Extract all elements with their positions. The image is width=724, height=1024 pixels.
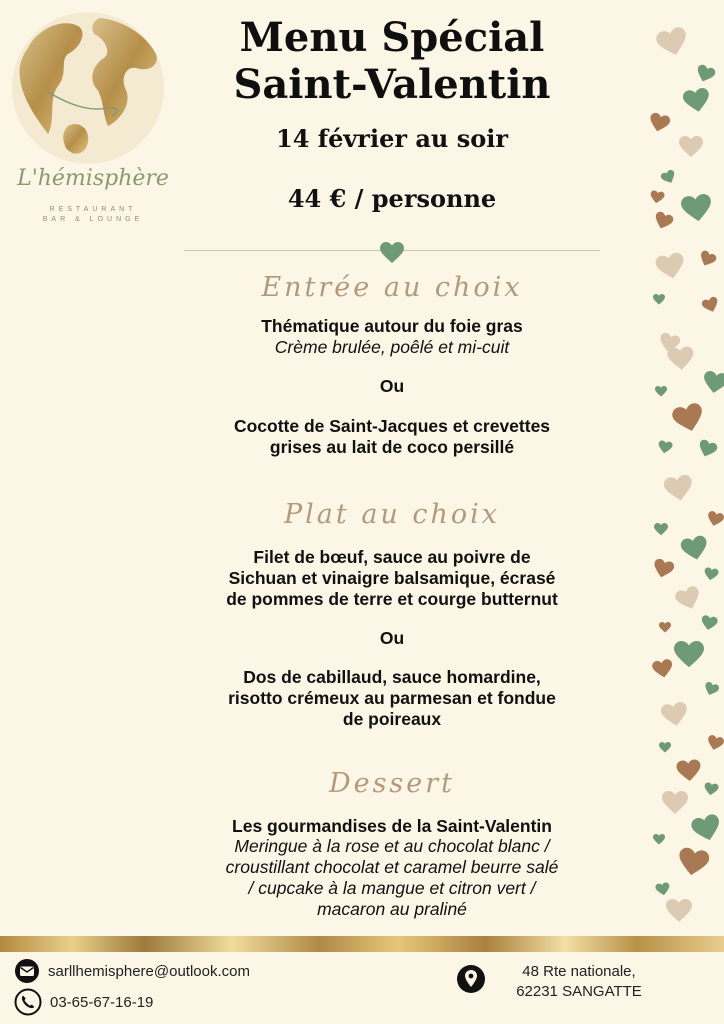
decorative-heart bbox=[655, 386, 667, 397]
entree-dish2-line1: Cocotte de Saint-Jacques et crevettes bbox=[233, 416, 551, 436]
decorative-heart bbox=[660, 701, 690, 728]
location-pin-icon bbox=[456, 964, 486, 994]
brand-subtitle-line1: RESTAURANT bbox=[49, 206, 137, 213]
decorative-heart bbox=[659, 742, 671, 753]
hearts-decoration bbox=[645, 0, 724, 936]
decorative-heart bbox=[697, 249, 717, 268]
footer-email[interactable]: sarllhemisphere@outlook.com bbox=[48, 962, 250, 980]
gold-band bbox=[0, 936, 724, 952]
plat-dish2-line1: Dos de cabillaud, sauce homardine, bbox=[243, 667, 541, 687]
entree-dish2-line2: grises au lait de coco persillé bbox=[269, 437, 515, 457]
footer-address bbox=[494, 962, 664, 1002]
decorative-heart bbox=[679, 136, 703, 157]
brand-name: L'hémisphère bbox=[17, 166, 169, 191]
decorative-heart bbox=[660, 169, 678, 186]
decorative-heart bbox=[653, 834, 665, 845]
decorative-heart bbox=[706, 510, 724, 528]
decorative-heart bbox=[657, 440, 673, 454]
decorative-heart bbox=[649, 190, 665, 204]
entree-dish2 bbox=[160, 416, 624, 458]
plat-dish2-line2: risotto crémeux au parmesan et fondue bbox=[228, 688, 556, 708]
decorative-heart bbox=[703, 567, 719, 581]
address-line1: 48 Rte nationale, bbox=[522, 963, 636, 980]
section-title-plat: Plat au choix bbox=[283, 499, 501, 530]
plat-dish2-line3: de poireaux bbox=[342, 709, 442, 729]
decorative-heart bbox=[696, 438, 718, 459]
brand-subtitle bbox=[8, 205, 178, 225]
section-title-dessert: Dessert bbox=[328, 768, 456, 799]
decorative-heart bbox=[703, 782, 719, 796]
title-line2: Saint-Valentin bbox=[233, 61, 551, 108]
decorative-heart bbox=[663, 474, 695, 503]
decorative-heart bbox=[706, 734, 724, 752]
page-title bbox=[190, 14, 594, 108]
menu-date: 14 février au soir bbox=[276, 124, 508, 153]
decorative-heart bbox=[674, 585, 704, 613]
decorative-heart bbox=[680, 193, 713, 223]
decorative-heart bbox=[676, 847, 710, 878]
footer-phone[interactable]: 03-65-67-16-19 bbox=[50, 993, 154, 1011]
decorative-heart bbox=[647, 112, 671, 134]
decorative-heart bbox=[700, 615, 718, 632]
restaurant-logo bbox=[8, 8, 169, 223]
plat-dish1-line1: Filet de bœuf, sauce au poivre de bbox=[253, 547, 531, 567]
decorative-heart bbox=[651, 558, 675, 580]
footer-phone-row bbox=[14, 988, 153, 1016]
menu-price: 44 € / personne bbox=[287, 184, 497, 213]
decorative-heart bbox=[651, 658, 674, 679]
decorative-heart bbox=[654, 523, 668, 535]
dessert-dish-desc bbox=[160, 836, 624, 920]
title-line1: Menu Spécial bbox=[239, 14, 545, 61]
decorative-heart bbox=[671, 402, 707, 435]
decorative-heart bbox=[667, 346, 695, 371]
dessert-dish-name: Les gourmandises de la Saint-Valentin bbox=[232, 816, 552, 836]
dessert-desc-line1: Meringue à la rose et au chocolat blanc / bbox=[234, 836, 550, 856]
decorative-heart bbox=[694, 63, 716, 84]
entree-dish1-desc: Crème brulée, poêlé et mi-cuit bbox=[274, 337, 510, 357]
dessert-desc-line3: / cupcake à la mangue et citron vert / bbox=[248, 878, 536, 898]
heart-icon bbox=[380, 242, 404, 264]
address-line2: 62231 SANGATTE bbox=[516, 983, 642, 1000]
decorative-heart bbox=[654, 251, 686, 281]
phone-icon bbox=[14, 988, 42, 1016]
decorative-heart bbox=[701, 296, 721, 315]
decorative-heart bbox=[653, 294, 665, 305]
decorative-heart bbox=[655, 882, 671, 896]
footer-email-row bbox=[14, 958, 250, 984]
entree-dish1-name: Thématique autour du foie gras bbox=[261, 316, 523, 336]
section-title-entree: Entrée au choix bbox=[261, 272, 523, 303]
plat-dish1 bbox=[160, 547, 624, 610]
envelope-icon bbox=[14, 958, 40, 984]
decorative-heart bbox=[674, 641, 704, 667]
decorative-heart bbox=[659, 622, 671, 633]
decorative-heart bbox=[703, 681, 720, 697]
dessert-desc-line2: croustillant chocolat et caramel beurre salé bbox=[225, 857, 559, 877]
brand-subtitle-line2: BAR & LOUNGE bbox=[42, 216, 144, 223]
plat-dish1-line2: Sichuan et vinaigre balsamique, écrasé bbox=[228, 568, 556, 588]
plat-dish2 bbox=[160, 667, 624, 730]
globe-icon bbox=[8, 8, 168, 168]
plat-or: Ou bbox=[379, 628, 405, 648]
decorative-heart bbox=[655, 26, 691, 59]
decorative-heart bbox=[702, 370, 724, 395]
decorative-heart bbox=[680, 535, 710, 563]
decorative-heart bbox=[666, 899, 692, 922]
dessert-desc-line4: macaron au praliné bbox=[317, 899, 467, 919]
plat-dish1-line3: de pommes de terre et courge butternut bbox=[226, 589, 558, 609]
decorative-heart bbox=[690, 813, 723, 844]
entree-or: Ou bbox=[379, 376, 405, 396]
decorative-heart bbox=[676, 759, 702, 782]
decorative-heart bbox=[682, 87, 712, 114]
decorative-heart bbox=[652, 210, 674, 231]
decorative-heart bbox=[662, 791, 688, 814]
